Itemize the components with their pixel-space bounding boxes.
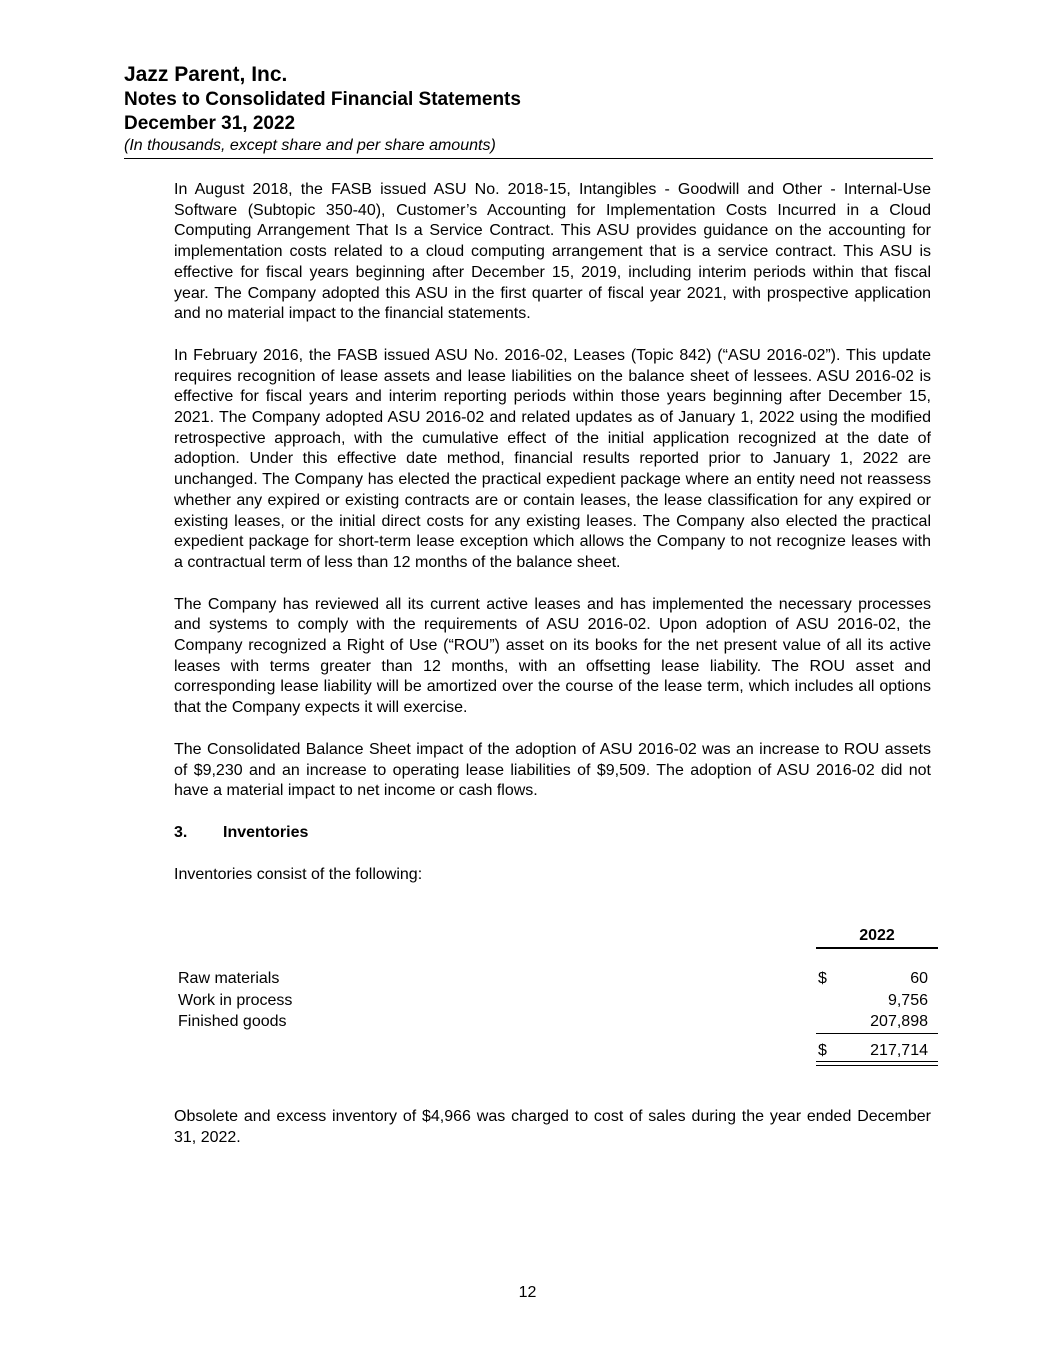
column-header-year: 2022 xyxy=(816,925,938,949)
table-total-row xyxy=(178,1040,938,1061)
section-intro: Inventories consist of the following: xyxy=(174,865,423,883)
table-row xyxy=(178,990,938,1011)
notes-body xyxy=(174,180,931,885)
section-heading xyxy=(174,823,931,844)
row-label: Finished goods xyxy=(178,1013,287,1030)
header-divider xyxy=(124,158,933,159)
section-title: Inventories xyxy=(223,823,309,841)
paragraph-asu-2018-15: In August 2018, the FASB issued ASU No. 2018-15, Intangibles - Goodwill and Other - Internal-Use Software (Subtopic 350-40), Customer’s Accounting for Implementation Costs Incurred in a Cloud Computing Arrangement That Is a Service Contract. This ASU provides guidance on the accounting for implementation costs related to a cloud computing arrangement that is a service contract. This ASU is effective for fiscal years beginning after December 15, 2019, including interim periods within that fiscal year. The Company adopted this ASU in the first quarter of fiscal year 2021, with prospective application and no material impact to the financial statements. xyxy=(174,181,931,323)
section-number: 3. xyxy=(174,823,188,841)
units-note: (In thousands, except share and per share amounts) xyxy=(124,137,496,154)
row-label: Work in process xyxy=(178,992,293,1009)
total-double-rule xyxy=(816,1061,938,1066)
table-row xyxy=(178,968,938,989)
row-value: 207,898 xyxy=(870,1013,928,1030)
page-header xyxy=(124,62,933,156)
table-row xyxy=(178,1011,938,1032)
row-value: 9,756 xyxy=(887,992,928,1009)
subtotal-rule xyxy=(816,1033,938,1034)
statement-date: December 31, 2022 xyxy=(124,113,296,134)
paragraph-asu-2016-02: In February 2016, the FASB issued ASU No. 2016-02, Leases (Topic 842) (“ASU 2016-02”). This update requires recognition of lease assets and lease liabilities on the balance sheet of lessees. ASU 2016-02 is effective for fiscal years and interim reporting periods within those years beginning after December 15, 2021. The Company adopted ASU 2016-02 and related updates as of January 1, 2022 using the modified retrospective approach, with the cumulative effect of the initial application recognized at the date of adoption. Under this effective date method, financial results reported prior to January 1, 2022 are unchanged. The Company has elected the practical expedient package where an entity need not reassess whether any expired or existing contracts are or contain leases, the lease classification for any expired or existing leases, or the initial direct costs for any existing leases. The Company also elected the practical expedient package for short-term lease exception which allows the Company to not recognize leases with a contractual term of less than 12 months of the balance sheet. xyxy=(174,346,931,571)
obsolete-inventory-note: Obsolete and excess inventory of $4,966 was charged to cost of sales during the year ended December 31, 2022. xyxy=(174,1108,931,1146)
page-number: 12 xyxy=(518,1284,537,1301)
row-value: 60 xyxy=(910,970,928,987)
row-label: Raw materials xyxy=(178,970,280,987)
paragraph-balance-sheet-impact: The Consolidated Balance Sheet impact of the adoption of ASU 2016-02 was an increase to ROU assets of $9,230 and an increase to operating lease liabilities of $9,509. The adoption of ASU 2016-02 did not have a material impact to net income or cash flows. xyxy=(174,740,931,800)
paragraph-lease-review: The Company has reviewed all its current active leases and has implemented the necessary processes and systems to comply with the requirements of ASU 2016-02. Upon adoption of ASU 2016-02, the Company recognized a Right of Use (“ROU”) asset on its books for the net present value of all its active leases with terms greater than 12 months, with an offsetting lease liability. The ROU asset and corresponding lease liability will be amortized over the course of the lease term, which includes all options that the Company expects it will exercise. xyxy=(174,595,931,717)
total-value: 217,714 xyxy=(870,1042,928,1059)
currency-sign: $ xyxy=(818,970,827,987)
document-title: Notes to Consolidated Financial Statements xyxy=(124,89,521,110)
currency-sign: $ xyxy=(818,1042,827,1059)
company-name: Jazz Parent, Inc. xyxy=(124,63,288,86)
